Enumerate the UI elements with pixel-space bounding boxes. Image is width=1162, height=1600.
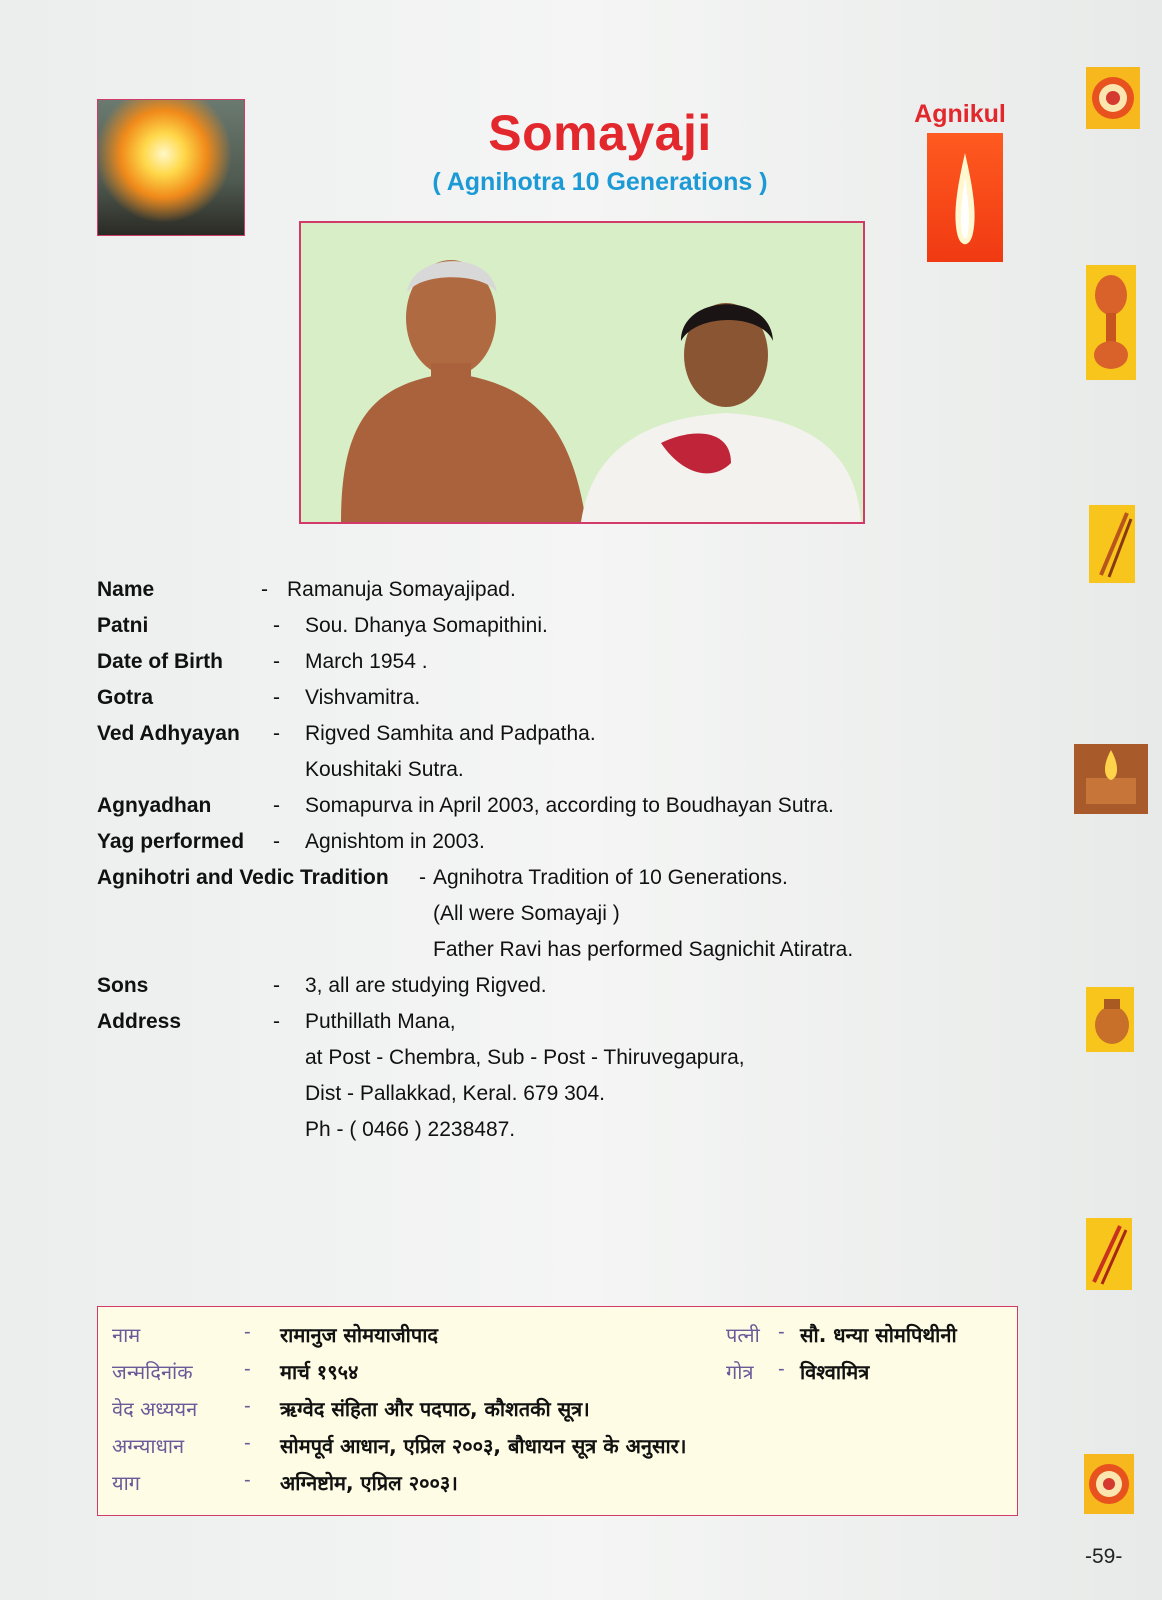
fire-ritual-photo (97, 99, 245, 236)
hindi-value: मार्च १९५४ (280, 1360, 359, 1384)
hindi-value: सोमपूर्व आधान, एप्रिल २००३, बौधायन सूत्र के अनुसार। (280, 1434, 687, 1458)
detail-separator: - (273, 794, 280, 817)
hindi-separator: - (244, 1395, 251, 1417)
detail-separator: - (419, 866, 426, 889)
detail-label: Ved Adhyayan (97, 722, 240, 745)
detail-separator: - (273, 614, 280, 637)
detail-label: Name (97, 578, 155, 601)
detail-value: at Post - Chembra, Sub - Post - Thiruvegapura, (305, 1046, 745, 1069)
detail-value: Somapurva in April 2003, according to Boudhayan Sutra. (305, 794, 834, 817)
ladles-icon (1086, 1218, 1132, 1290)
detail-value: Agnishtom in 2003. (305, 830, 485, 853)
detail-separator: - (273, 650, 280, 673)
hindi-separator: - (244, 1358, 251, 1380)
detail-separator: - (273, 686, 280, 709)
hindi-value: सौ. धन्या सोमपिथीनी (800, 1323, 957, 1347)
detail-value: Puthillath Mana, (305, 1010, 456, 1033)
detail-label: Sons (97, 974, 149, 997)
hindi-label: अग्न्याधान (112, 1434, 185, 1458)
page-number: -59- (1085, 1545, 1123, 1568)
detail-label: Date of Birth (97, 650, 223, 673)
detail-label: Yag performed (97, 830, 245, 853)
hindi-label: जन्मदिनांक (112, 1360, 193, 1384)
agnikul-label: Agnikul (914, 100, 1006, 128)
detail-value: Koushitaki Sutra. (305, 758, 464, 781)
detail-value: 3, all are studying Rigved. (305, 974, 547, 997)
hindi-label: वेद अध्ययन (112, 1397, 198, 1421)
hindi-value: रामानुज सोमयाजीपाद (280, 1323, 439, 1347)
detail-value: Ph - ( 0466 ) 2238487. (305, 1118, 516, 1141)
hindi-separator: - (244, 1321, 251, 1343)
hindi-value: विश्वामित्र (800, 1360, 870, 1384)
detail-value: Father Ravi has performed Sagnichit Atiratra. (433, 938, 854, 961)
detail-label: Agnihotri and Vedic Tradition (97, 866, 389, 889)
hindi-separator: - (244, 1432, 251, 1454)
mandala-icon (1086, 67, 1140, 129)
hindi-separator: - (778, 1358, 785, 1380)
hindi-summary-box (97, 1306, 1018, 1516)
detail-value: Vishvamitra. (305, 686, 421, 709)
hindi-value: ऋग्वेद संहिता और पदपाठ, कौशतकी सूत्र। (280, 1397, 590, 1421)
detail-value: Sou. Dhanya Somapithini. (305, 614, 548, 637)
detail-value: Dist - Pallakkad, Keral. 679 304. (305, 1082, 605, 1105)
page-subtitle: ( Agnihotra 10 Generations ) (432, 168, 768, 196)
hindi-label: गोत्र (726, 1360, 754, 1384)
hindi-label: याग (112, 1471, 141, 1495)
detail-separator: - (273, 830, 280, 853)
detail-label: Agnyadhan (97, 794, 212, 817)
detail-separator: - (261, 578, 268, 601)
detail-separator: - (273, 722, 280, 745)
pot-icon (1086, 987, 1134, 1052)
detail-value: Ramanuja Somayajipad. (287, 578, 516, 601)
hindi-label: नाम (112, 1323, 141, 1347)
hindi-label: पत्नी (726, 1323, 760, 1347)
page-title: Somayaji (488, 105, 712, 161)
detail-label: Gotra (97, 686, 154, 709)
mandala-icon (1084, 1454, 1134, 1514)
couple-portrait (299, 221, 865, 524)
lamp-icon (1086, 265, 1136, 380)
detail-value: Agnihotra Tradition of 10 Generations. (433, 866, 788, 889)
fire-altar-icon (1074, 744, 1148, 814)
detail-label: Address (97, 1010, 182, 1033)
detail-value: (All were Somayaji ) (433, 902, 620, 925)
detail-separator: - (273, 974, 280, 997)
hindi-value: अग्निष्टोम, एप्रिल २००३। (280, 1471, 458, 1495)
hindi-separator: - (778, 1321, 785, 1343)
sticks-icon (1089, 505, 1135, 583)
detail-label: Patni (97, 614, 149, 637)
detail-value: March 1954 . (305, 650, 428, 673)
hindi-separator: - (244, 1469, 251, 1491)
detail-separator: - (273, 1010, 280, 1033)
flame-icon (927, 133, 1003, 262)
detail-value: Rigved Samhita and Padpatha. (305, 722, 596, 745)
